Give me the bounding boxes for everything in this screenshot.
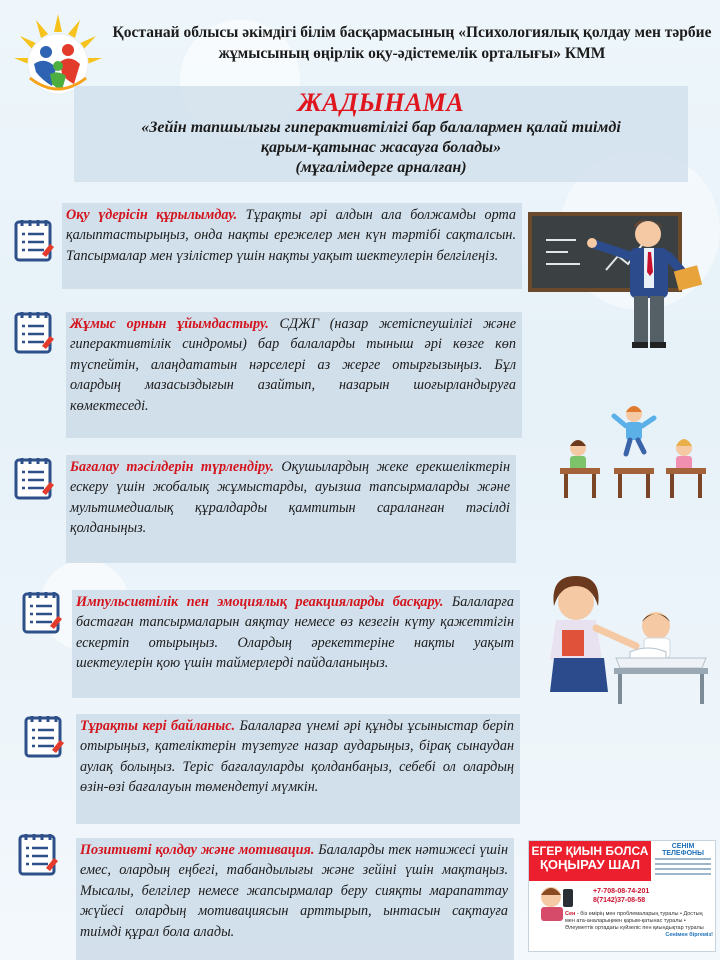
memo-audience: (мұғалімдерге арналған) — [295, 159, 467, 176]
organization-title: Қостанай облысы әкімдігі білім басқармасының «Психологиялық қолдау мен тәрбие жұмысының өңірлік оқу-әдістемелік орталығы» КММ — [112, 24, 712, 62]
tip-body: Оқушылардың жеке ерекшеліктерін ескеру үшін жобалық жұмыстарды, ауызша тапсырмаларды және мультимедиалық құралдарды қамтитын сараланған тәсілді қолданыңыз. — [70, 459, 510, 537]
poster-title-line1: ЕГЕР ҚИЫН БОЛСА — [531, 844, 649, 858]
notepad-icon — [12, 828, 62, 878]
tip-heading: Оқу үдерісін құрылымдау. — [66, 207, 238, 223]
poster-title — [529, 841, 651, 881]
poster-phone2: 8(7142)37-08-58 — [593, 897, 646, 904]
tip-body: Тұрақты әрі алдын ала болжамды орта қалыптастырыңыз, онда нақты ережелер мен күн тәртібі сақталсын. Тапсырмалар мен үзілістер үшін нақты уақыт шектеулерін белгілеңіз. — [66, 207, 516, 264]
notepad-icon — [18, 710, 68, 760]
tip-heading: Жұмыс орнын ұйымдастыру. — [70, 316, 269, 332]
notepad-icon — [8, 452, 58, 502]
tip-section — [76, 714, 520, 824]
tip-body: СДЖГ (назар жетіспеушілігі және гиперактивтілік синдромы) бар балаларды тыныш әрі көзге көп түспейтін, алаңдататын нәрселері аз жерге отырғызыңыз. Бұл олардың мазасыздығын азайтып, назарын шоғырландыруға көмектеседі. — [70, 316, 516, 414]
poster-phone1: +7-708-08-74-201 — [593, 888, 650, 895]
tip-heading: Позитивті қолдау және мотивация. — [80, 842, 315, 858]
memo-subtitle-line1: «Зейін тапшылығы гиперактивтілігі бар балалармен қалай тиімді — [141, 119, 621, 136]
poster-footer-brand: Сен — [565, 911, 576, 917]
tip-body: Балаларға үнемі әрі құнды ұсыныстар беріп отырыңыз, қателіктерін түзетуге назар аударыңыз, бірақ сынаудан аулақ болыңыз. Теріс бағалауларды қолданбаңыз, себебі ол олардың өзін-өзі бағалауын төмендетуі мүмкін. — [80, 718, 515, 796]
memo-subtitle-line2: қарым-қатынас жасауға болады» — [260, 139, 502, 156]
tip-section — [62, 203, 522, 289]
tip-body: Балаларды тек нәтижесі үшін емес, олардың еңбегі, табандылығы және зейіні үшін мақтаңыз. Мысалы, белгілер немесе жапсырмалар беру сияқты марапаттау жүйесі олардың мотивациясын арттырып, ынтасын сақтауға тиімді құрал бола алады. — [80, 842, 508, 940]
poster-footer-sign: Сенімен біргеміз! — [665, 932, 713, 938]
tip-heading: Импульсивтілік пен эмоциялық реакцияларды басқару. — [76, 594, 444, 610]
notepad-icon — [8, 306, 58, 356]
children-desks-illustration — [556, 400, 716, 504]
memo-title: ЖАДЫНАМА — [297, 88, 465, 117]
poster-footer-text: - біз өмірің мен проблемаларың туралы • Достың мен ата-аналарыңмен қарым-қатынас туралы • Әлеуметтік ортадағы күйзеліс пен қиындықтар туралы — [565, 911, 704, 931]
tip-section — [66, 312, 522, 438]
memo-title-panel — [74, 86, 688, 182]
tip-section — [66, 455, 516, 563]
teacher-blackboard-illustration — [526, 200, 716, 350]
tip-section — [72, 590, 520, 698]
poster-phone-numbers — [593, 887, 713, 905]
poster-info-lines — [653, 855, 713, 878]
poster-trust-label: СЕНІМ ТЕЛЕФОНЫ — [662, 843, 704, 857]
tip-body: Балаларға бастаған тапсырмаларын аяқтау немесе өз кезегін күту қажеттігін ескертіп отырыңыз. Олардың әрекеттеріне нақты уақыт шектеулерін қою үшін таймерлерді пайдаланыңыз. — [76, 594, 515, 672]
hotline-poster — [528, 840, 716, 952]
poster-title-line2: ҚОҢЫРАУ ШАЛ — [539, 857, 640, 872]
teacher-helping-student-illustration — [536, 572, 716, 708]
notepad-icon — [8, 214, 58, 264]
tip-heading: Бағалау тәсілдерін түрлендіру. — [70, 459, 274, 475]
tip-heading: Тұрақты кері байланыс. — [80, 718, 236, 734]
tip-section — [76, 838, 514, 960]
poster-footer — [565, 911, 713, 939]
notepad-icon — [16, 586, 66, 636]
